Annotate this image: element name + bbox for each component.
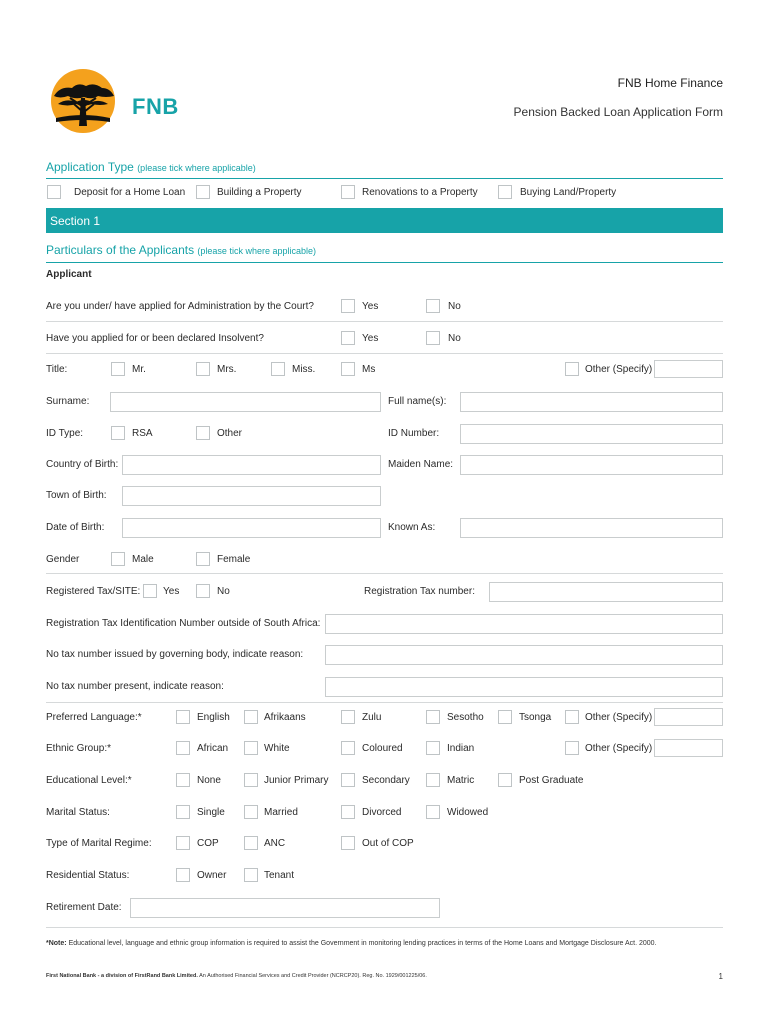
title-other-label: Other (Specify)	[585, 364, 653, 375]
education-junior-primary-label: Junior Primary	[264, 775, 329, 786]
checkbox-tenant[interactable]	[244, 868, 258, 882]
checkbox-edu-matric[interactable]	[426, 773, 440, 787]
registration-tax-number-field[interactable]	[489, 582, 723, 602]
residential-tenant-label: Tenant	[264, 870, 295, 881]
insolvent-no-label: No	[448, 333, 461, 344]
insolvent-yes-label: Yes	[362, 333, 379, 344]
title-mrs-label: Mrs.	[217, 364, 237, 375]
no-tax-issued-field[interactable]	[325, 645, 723, 665]
checkbox-out-of-cop[interactable]	[341, 836, 355, 850]
checkbox-admin-yes[interactable]	[341, 299, 355, 313]
known-as-label: Known As:	[388, 522, 436, 533]
checkbox-admin-no[interactable]	[426, 299, 440, 313]
checkbox-language-other[interactable]	[565, 710, 579, 724]
checkbox-tsonga[interactable]	[498, 710, 512, 724]
id-number-label: ID Number:	[388, 428, 440, 439]
country-of-birth-label: Country of Birth:	[46, 459, 119, 470]
residential-owner-label: Owner	[197, 870, 227, 881]
maiden-name-label: Maiden Name:	[388, 459, 454, 470]
id-type-label: ID Type:	[46, 428, 84, 439]
regime-cop-label: COP	[197, 838, 219, 849]
checkbox-african[interactable]	[176, 741, 190, 755]
header-title: FNB Home Finance	[617, 76, 723, 90]
id-other-label: Other	[217, 428, 243, 439]
language-tsonga-label: Tsonga	[519, 712, 552, 723]
id-rsa-label: RSA	[132, 428, 153, 439]
language-other-field[interactable]	[654, 708, 723, 726]
checkbox-edu-secondary[interactable]	[341, 773, 355, 787]
tax-outside-sa-label: Registration Tax Identification Number outside of South Africa:	[46, 618, 321, 629]
title-label: Title:	[46, 364, 68, 375]
fnb-logo	[48, 68, 198, 134]
row-divider	[46, 353, 723, 354]
full-names-label: Full name(s):	[388, 396, 447, 407]
checkbox-edu-junior-primary[interactable]	[244, 773, 258, 787]
page-number: 1	[718, 972, 723, 981]
checkbox-anc[interactable]	[244, 836, 258, 850]
tax-no-label: No	[217, 586, 230, 597]
maiden-name-field[interactable]	[460, 455, 723, 475]
checkbox-edu-post-graduate[interactable]	[498, 773, 512, 787]
education-none-label: None	[197, 775, 221, 786]
marital-married-label: Married	[264, 807, 298, 818]
checkbox-indian[interactable]	[426, 741, 440, 755]
checkbox-miss[interactable]	[271, 362, 285, 376]
title-mr-label: Mr.	[132, 364, 146, 375]
checkbox-divorced[interactable]	[341, 805, 355, 819]
town-of-birth-label: Town of Birth:	[46, 490, 107, 501]
tax-outside-sa-field[interactable]	[325, 614, 723, 634]
row-divider	[46, 573, 723, 574]
option-building-label: Building a Property	[217, 187, 302, 198]
option-deposit-label: Deposit for a Home Loan	[74, 187, 186, 198]
form-subtitle: Pension Backed Loan Application Form	[513, 105, 723, 119]
retirement-date-label: Retirement Date:	[46, 902, 122, 913]
registered-tax-label: Registered Tax/SITE:	[46, 586, 141, 597]
row-divider	[46, 702, 723, 703]
checkbox-mrs[interactable]	[196, 362, 210, 376]
checkbox-afrikaans[interactable]	[244, 710, 258, 724]
checkbox-female[interactable]	[196, 552, 210, 566]
particulars-heading: Particulars of the Applicants (please tick where applicable)	[46, 243, 316, 257]
checkbox-mr[interactable]	[111, 362, 125, 376]
admin-no-label: No	[448, 301, 461, 312]
footer-legal: First National Bank - a division of FirstRand Bank Limited. An Authorised Financial Services and Credit Provider (NCRCP20). Reg. No. 1929/001225/06.	[46, 973, 427, 979]
fnb-wordmark: FNB	[132, 94, 179, 119]
acacia-tree-icon	[48, 68, 118, 134]
checkbox-sesotho[interactable]	[426, 710, 440, 724]
gender-female-label: Female	[217, 554, 251, 565]
marital-widowed-label: Widowed	[447, 807, 489, 818]
education-matric-label: Matric	[447, 775, 475, 786]
checkbox-english[interactable]	[176, 710, 190, 724]
education-post-graduate-label: Post Graduate	[519, 775, 584, 786]
regime-label: Type of Marital Regime:	[46, 838, 152, 849]
ethnic-indian-label: Indian	[447, 743, 475, 754]
insolvent-question: Have you applied for or been declared Insolvent?	[46, 333, 264, 344]
no-tax-present-label: No tax number present, indicate reason:	[46, 681, 224, 692]
registration-tax-number-label: Registration Tax number:	[364, 586, 475, 597]
id-number-field[interactable]	[460, 424, 723, 444]
checkbox-building[interactable]	[196, 185, 210, 199]
section-end-rule	[46, 927, 723, 928]
surname-field[interactable]	[110, 392, 381, 412]
section-1-title: Section 1	[50, 214, 101, 228]
town-of-birth-field[interactable]	[122, 486, 381, 506]
ethnic-other-label: Other (Specify)	[585, 743, 653, 754]
checkbox-id-rsa[interactable]	[111, 426, 125, 440]
section-1-bar	[46, 208, 723, 233]
full-names-field[interactable]	[460, 392, 723, 412]
applicant-label: Applicant	[46, 269, 92, 280]
checkbox-insolvent-yes[interactable]	[341, 331, 355, 345]
ethnic-white-label: White	[264, 743, 290, 754]
date-of-birth-label: Date of Birth:	[46, 522, 105, 533]
checkbox-ms[interactable]	[341, 362, 355, 376]
marital-divorced-label: Divorced	[362, 807, 402, 818]
regime-out-of-cop-label: Out of COP	[362, 838, 414, 849]
gender-male-label: Male	[132, 554, 154, 565]
administration-question: Are you under/ have applied for Administration by the Court?	[46, 301, 314, 312]
tax-yes-label: Yes	[163, 586, 180, 597]
application-type-heading: Application Type (please tick where applicable)	[46, 160, 256, 174]
language-sesotho-label: Sesotho	[447, 712, 484, 723]
ethnic-label: Ethnic Group:*	[46, 743, 112, 754]
checkbox-id-other[interactable]	[196, 426, 210, 440]
checkbox-edu-none[interactable]	[176, 773, 190, 787]
checkbox-tax-yes[interactable]	[143, 584, 157, 598]
marital-single-label: Single	[197, 807, 225, 818]
checkbox-insolvent-no[interactable]	[426, 331, 440, 345]
checkbox-single[interactable]	[176, 805, 190, 819]
ethnic-coloured-label: Coloured	[362, 743, 403, 754]
no-tax-issued-label: No tax number issued by governing body, indicate reason:	[46, 649, 304, 660]
checkbox-owner[interactable]	[176, 868, 190, 882]
checkbox-white[interactable]	[244, 741, 258, 755]
residential-label: Residential Status:	[46, 870, 130, 881]
checkbox-title-other[interactable]	[565, 362, 579, 376]
particulars-rule	[46, 262, 723, 263]
ethnic-african-label: African	[197, 743, 229, 754]
language-afrikaans-label: Afrikaans	[264, 712, 306, 723]
checkbox-male[interactable]	[111, 552, 125, 566]
checkbox-coloured[interactable]	[341, 741, 355, 755]
gender-label: Gender	[46, 554, 80, 565]
language-zulu-label: Zulu	[362, 712, 382, 723]
row-divider	[46, 321, 723, 322]
marital-label: Marital Status:	[46, 807, 110, 818]
country-of-birth-field[interactable]	[122, 455, 381, 475]
education-secondary-label: Secondary	[362, 775, 410, 786]
regime-anc-label: ANC	[264, 838, 286, 849]
no-tax-present-field[interactable]	[325, 677, 723, 697]
education-label: Educational Level:*	[46, 775, 132, 786]
title-other-field[interactable]	[654, 360, 723, 378]
language-other-label: Other (Specify)	[585, 712, 653, 723]
checkbox-renovations[interactable]	[341, 185, 355, 199]
checkbox-zulu[interactable]	[341, 710, 355, 724]
known-as-field[interactable]	[460, 518, 723, 538]
date-of-birth-field[interactable]	[122, 518, 381, 538]
checkbox-widowed[interactable]	[426, 805, 440, 819]
surname-label: Surname:	[46, 396, 90, 407]
application-type-rule	[46, 178, 723, 179]
option-renovations-label: Renovations to a Property	[362, 187, 478, 198]
retirement-date-field[interactable]	[130, 898, 440, 918]
option-buying-land-label: Buying Land/Property	[520, 187, 617, 198]
title-ms-label: Ms	[362, 364, 376, 375]
admin-yes-label: Yes	[362, 301, 379, 312]
language-label: Preferred Language:*	[46, 712, 142, 723]
language-english-label: English	[197, 712, 230, 723]
checkbox-buying-land[interactable]	[498, 185, 512, 199]
disclosure-note: *Note: Educational level, language and ethnic group information is required to assist the Government in monitoring lending practices in terms of the Home Loans and Mortgage Disclosure Act. 2000.	[46, 940, 657, 947]
title-miss-label: Miss.	[292, 364, 316, 375]
ethnic-other-field[interactable]	[654, 739, 723, 757]
checkbox-married[interactable]	[244, 805, 258, 819]
checkbox-deposit[interactable]	[47, 185, 61, 199]
checkbox-tax-no[interactable]	[196, 584, 210, 598]
checkbox-ethnic-other[interactable]	[565, 741, 579, 755]
checkbox-cop[interactable]	[176, 836, 190, 850]
